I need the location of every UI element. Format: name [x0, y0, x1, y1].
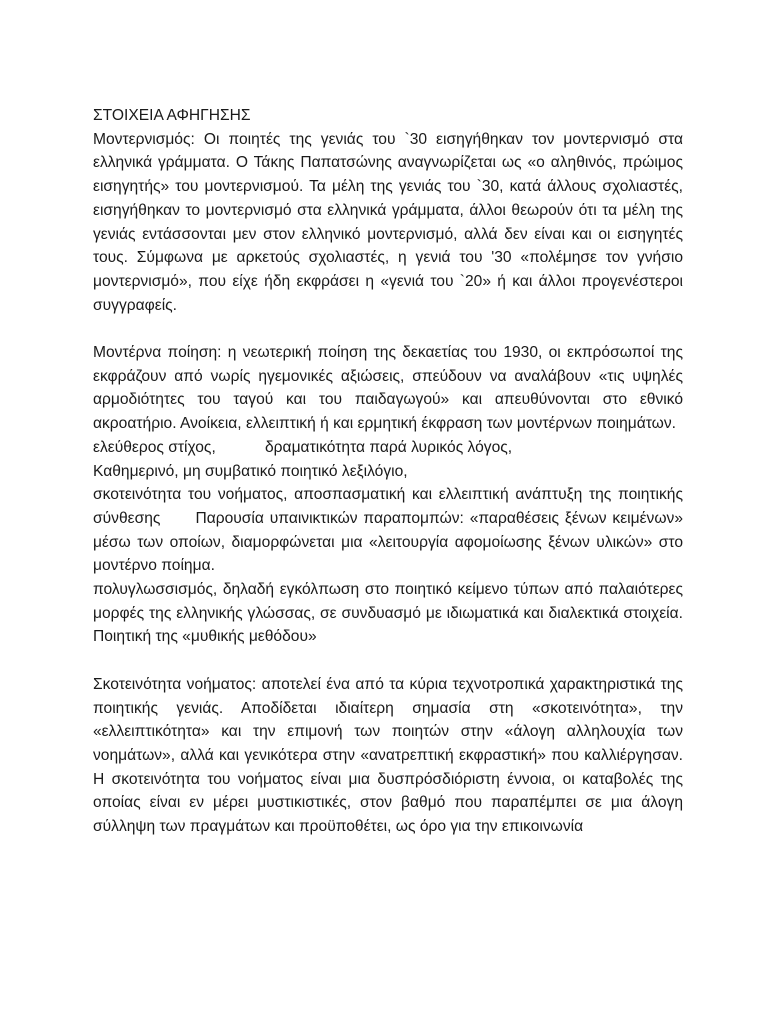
- paragraph-modernism: Μοντερνισμός: Οι ποιητές της γενιάς του `30 εισηγήθηκαν τον μοντερνισμό στα ελληνικά γράμματα. Ο Τάκης Παπατσώνης αναγνωρίζεται ως «ο αληθινός, πρώιμος εισηγητής» του μοντερνισμού. Τα μέλη της γενιάς του `30, κατά άλλους σχολιαστές, εισηγήθηκαν το μοντερνισμό στα ελληνικά γράμματα, άλλοι θεωρούν ότι τα μέλη της γενιάς εντάσσονται μεν στον ελληνικό μοντερνισμό, αλλά δεν είναι και οι εισηγητές τους. Σύμφωνα με αρκετούς σχολιαστές, η γενιά του '30 «πολέμησε τον γνήσιο μοντερνισμό», που είχε ήδη εκφράσει η «γενιά του `20» ή και άλλοι προγενέστεροι συγγραφείς.: [93, 130, 683, 314]
- paragraph-obscurity-features: σκοτεινότητα του νοήματος, αποσπασματική και ελλειπτική ανάπτυξη της ποιητικής σύνθεσης Παρουσία υπαινικτικών παραπομπών: «παραθέσεις ξένων κειμένων» μέσω των οποίων, διαμορφώνεται μια «λειτουργία αφομοίωσης ξένων υλικών» στο μοντέρνο ποίημα.: [93, 486, 688, 575]
- feature-free-verse: ελεύθερος στίχος,: [93, 438, 216, 456]
- document-heading: ΣΤΟΙΧΕΙΑ ΑΦΗΓΗΣΗΣ: [93, 107, 251, 124]
- document-page: [93, 104, 688, 839]
- feature-everyday-vocabulary: Καθημερινό, μη συμβατικό ποιητικό λεξιλόγιο,: [93, 462, 408, 480]
- paragraph-gap: [93, 317, 683, 341]
- paragraph-modern-poetry: Μοντέρνα ποίηση: η νεωτερική ποίηση της δεκαετίας του 1930, οι εκπρόσωποί της εκφράζουν από νωρίς ηγεμονικές αξιώσεις, σπεύδουν να αναλάβουν «τις υψηλές αρμοδιότητες του ταγού και του παιδαγωγού» και απευθύνονται στο εθνικό ακροατήριο. Ανοίκεια, ελλειπτική ή και ερμητική έκφραση των μοντέρνων ποιημάτων.: [93, 344, 683, 433]
- paragraph-gap: [93, 649, 683, 673]
- paragraph-obscurity-of-meaning: Σκοτεινότητα νοήματος: αποτελεί ένα από τα κύρια τεχνοτροπικά χαρακτηριστικά της ποιητικής γενιάς. Αποδίδεται ιδιαίτερη σημασία στη «σκοτεινότητα», την «ελλειπτικότητα» και την επιμονή των ποιητών στην «άλογη αλληλουχία των νοημάτων», αλλά και γενικότερα στην «ανατρεπτική εκφραστική» που καλλιέργησαν. Η σκοτεινότητα του νοήματος είναι μια δυσπρόσδιόριστη έννοια, οι καταβολές της οποίας είναι εν μέρει μυστικιστικές, στον βαθμό που παραπέμπει σε μια άλογη σύλληψη των πραγμάτων και προϋποθέτει, ως όρο για την επικοινωνία: [93, 675, 683, 836]
- features-row: [93, 436, 683, 460]
- paragraph-polyglossia: πολυγλωσσισμός, δηλαδή εγκόλπωση στο ποιητικό κείμενο τύπων από παλαιότερες μορφές της ελληνικής γλώσσας, σε συνδυασμό με ιδιωματικά και διαλεκτικά στοιχεία. Ποιητική της «μυθικής μεθόδου»: [93, 581, 683, 646]
- feature-dramatic: δραματικότητα παρά λυρικός λόγος,: [265, 438, 513, 456]
